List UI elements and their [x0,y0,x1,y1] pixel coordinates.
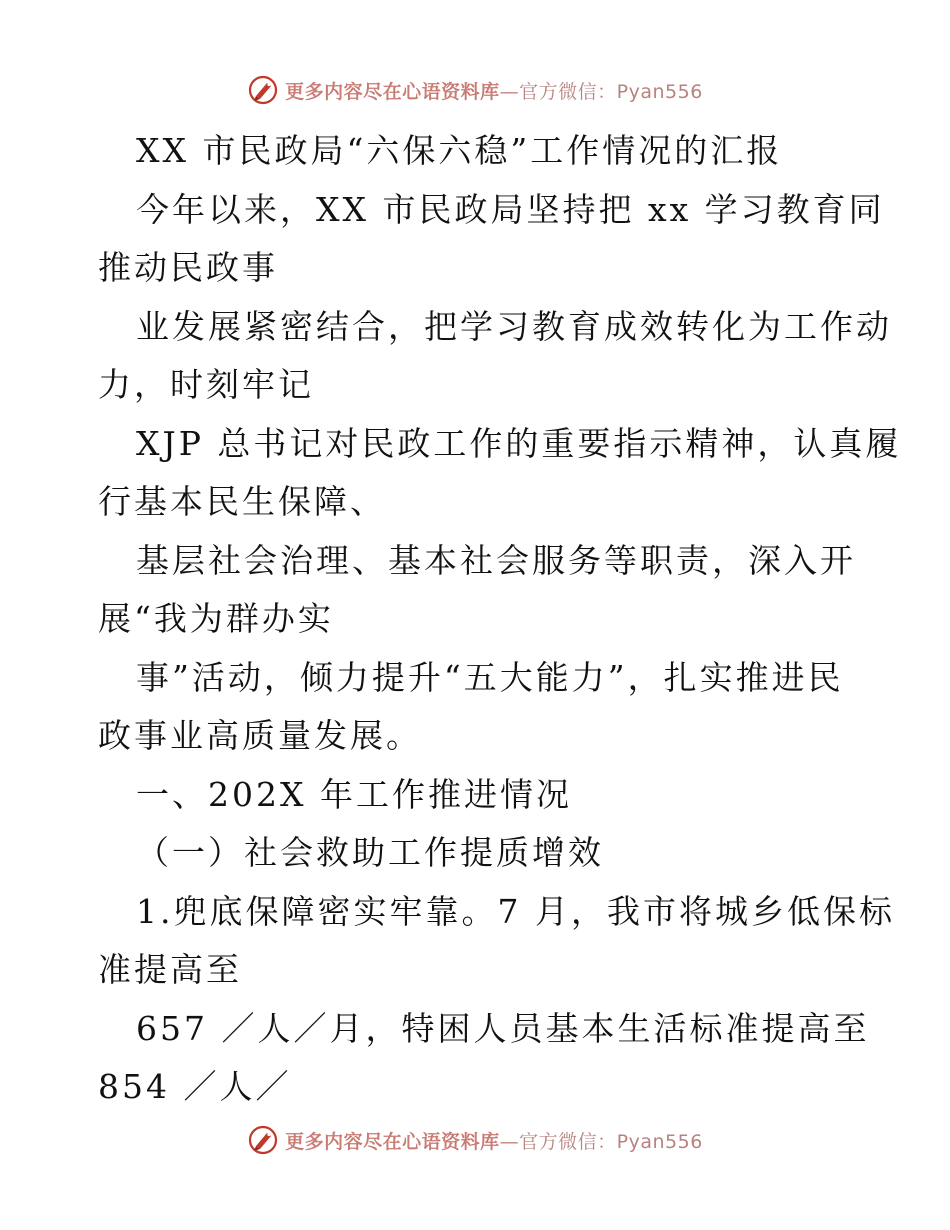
document-line: 政事业高质量发展。 [98,716,422,755]
document-line: 今年以来，XX 市民政局坚持把 xx 学习教育同 [136,189,885,229]
pen-logo-icon [247,74,279,106]
document-line: 业发展紧密结合，把学习教育成效转化为工作动 [136,306,892,346]
watermark-brand: 更多内容尽在心语资料库 [285,1130,500,1153]
document-line: （一）社会救助工作提质增效 [136,833,604,872]
document-line: 1.兜底保障密实牢靠。7 月，我市将城乡低保标 [136,891,895,931]
document-line: 657 ／人／月，特困人员基本生活标准提高至 [136,1008,870,1048]
watermark-separator: — [499,80,520,103]
document-line: 854 ／人／ [98,1067,292,1106]
footer-watermark [0,1120,950,1160]
watermark-text [285,77,703,104]
document-line: 行基本民生保障、 [98,482,386,521]
document-line: 推动民政事 [98,248,278,287]
document-line: XJP 总书记对民政工作的重要指示精神，认真履 [136,423,902,463]
watermark-brand: 更多内容尽在心语资料库 [285,80,500,103]
document-body [98,122,902,1117]
pen-logo-icon [247,1124,279,1156]
document-line: 基层社会治理、基本社会服务等职责，深入开 [136,540,856,580]
document-line: 准提高至 [98,950,242,989]
document-line: 展“我为群办实 [98,599,334,638]
watermark-contact: 官方微信：Pyan556 [519,80,703,103]
watermark-separator: — [499,1130,520,1153]
header-watermark [0,70,950,110]
document-line: XX 市民政局“六保六稳”工作情况的汇报 [136,131,783,170]
watermark-text [285,1127,703,1154]
watermark-contact: 官方微信：Pyan556 [519,1130,703,1153]
document-line: 力，时刻牢记 [98,365,314,404]
document-line: 事”活动，倾力提升“五大能力”，扎实推进民 [136,657,844,697]
document-line: 一、202X 年工作推进情况 [136,774,572,814]
